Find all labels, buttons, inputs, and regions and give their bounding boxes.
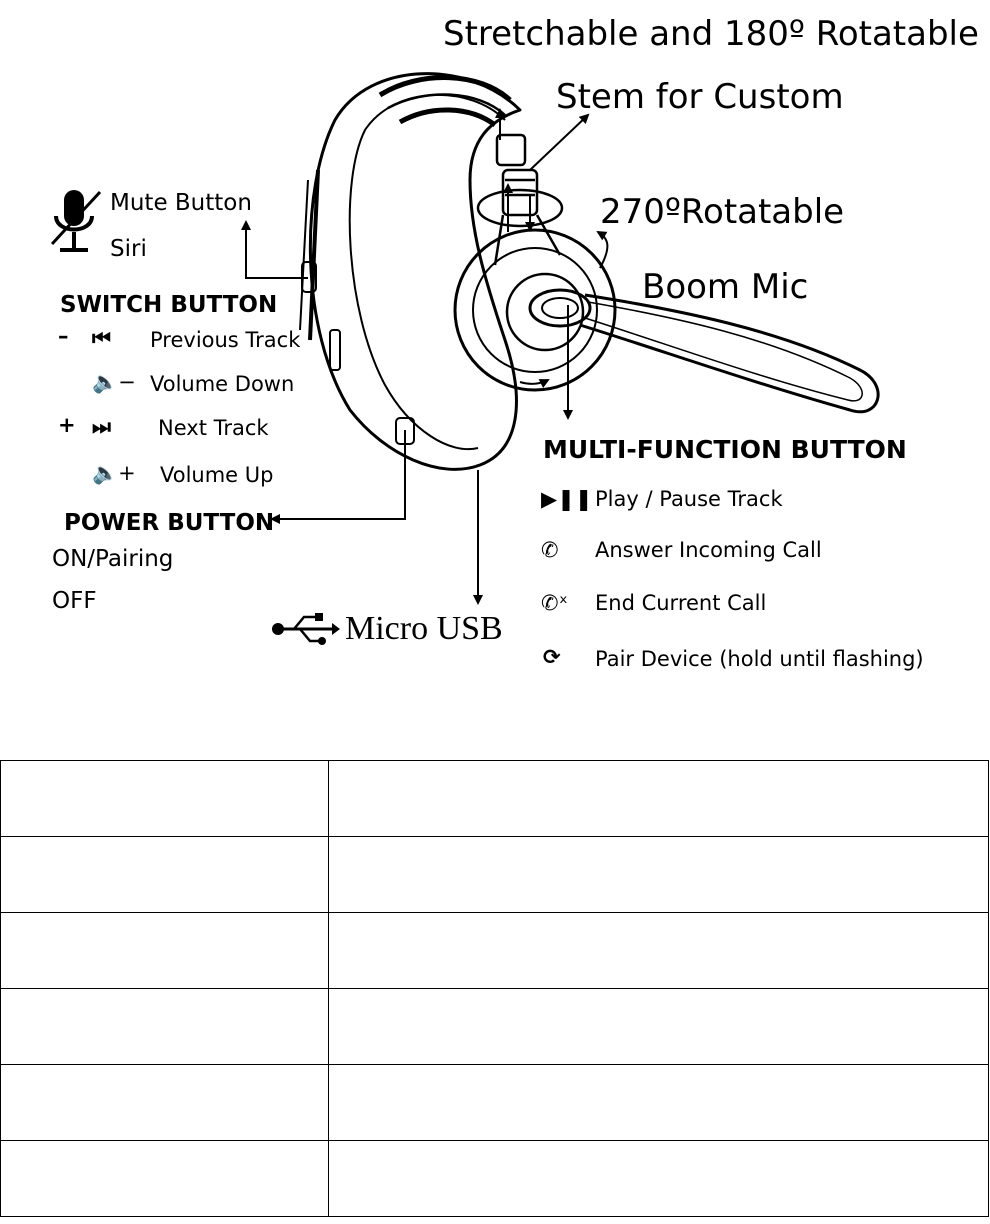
table-cell [1,837,329,913]
table-cell [329,1065,989,1141]
rotatable-label: 270ºRotatable [600,192,845,232]
specification-table [0,760,989,1217]
table-cell [1,913,329,989]
plus-sign: + [58,413,76,437]
refresh-icon: ⟳ [543,645,561,669]
multi-function-button-title: MULTI-FUNCTION BUTTON [543,435,907,464]
table-row [1,1141,989,1217]
volume-down-icon: 🔈− [92,370,136,394]
table-row [1,913,989,989]
table-row [1,1065,989,1141]
mute-button-label: Mute Button [110,190,252,216]
siri-label: Siri [110,236,147,262]
table-cell [1,989,329,1065]
previous-track-label: Previous Track [150,328,301,352]
play-pause-icon: ▶❚❚ [541,487,593,511]
micro-usb-label: Micro USB [345,610,503,647]
stem [495,135,560,265]
switch-button-title: SWITCH BUTTON [60,292,278,318]
boom-mic [455,230,878,412]
volume-down-label: Volume Down [150,372,295,396]
previous-track-icon: ⏮ [92,326,111,350]
end-call-label: End Current Call [595,591,767,615]
table-row [1,761,989,837]
table-cell [329,989,989,1065]
table-cell [1,1141,329,1217]
table-cell [329,761,989,837]
usb-icon [270,612,340,646]
minus-sign: – [58,324,69,348]
callout-arrows [246,110,607,603]
table-cell [329,837,989,913]
side-buttons [302,262,414,444]
table-cell [1,1065,329,1141]
next-track-label: Next Track [158,416,269,440]
power-button-title: POWER BUTTON [64,510,275,536]
volume-up-icon: 🔈+ [92,461,136,485]
volume-up-label: Volume Up [160,463,274,487]
pair-device-label: Pair Device (hold until flashing) [595,647,924,671]
table-cell [329,1141,989,1217]
off-label: OFF [52,588,97,614]
play-pause-label: Play / Pause Track [595,487,783,511]
table-row [1,837,989,913]
answer-call-icon: ✆ [541,538,559,562]
microphone-mute-icon [48,186,104,264]
boom-mic-label: Boom Mic [642,267,809,307]
end-call-icon: ✆ˣ [541,591,568,615]
table-row [1,989,989,1065]
next-track-icon: ⏭ [92,415,111,439]
table-cell [329,913,989,989]
stem-label-line1: Stretchable and 180º Rotatable [443,14,979,54]
table-cell [1,761,329,837]
on-pairing-label: ON/Pairing [52,546,174,572]
stem-label-line2: Stem for Custom [556,77,844,117]
answer-call-label: Answer Incoming Call [595,538,822,562]
